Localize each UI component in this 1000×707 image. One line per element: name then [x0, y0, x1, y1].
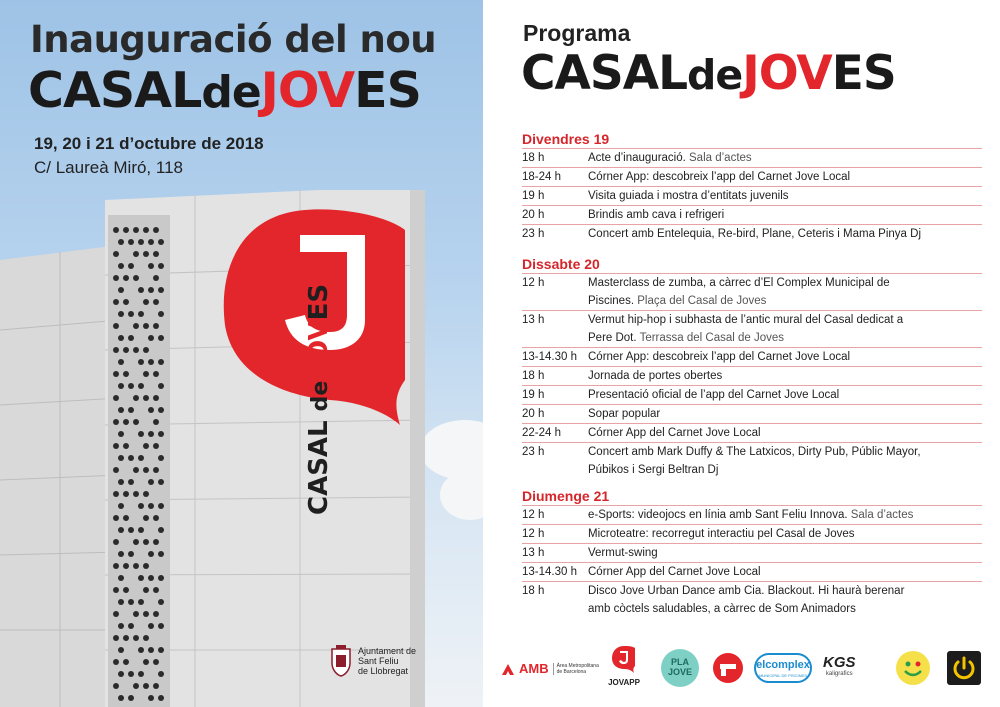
event-desc [588, 149, 982, 167]
event-time: 22-24 h [522, 427, 562, 439]
ajuntament-line1: Ajuntament de [358, 646, 417, 656]
event-text: Córner App: descobreix l’app del Carnet Jove Local [588, 351, 851, 363]
sponsor-logos [501, 645, 986, 693]
event-text: Córner App del Carnet Jove Local [588, 427, 761, 439]
program-heading: Programa [523, 20, 631, 46]
power-logo [947, 651, 981, 685]
event-time: 19 h [522, 389, 545, 401]
event-row [522, 167, 982, 186]
brand-casal: CASAL [521, 46, 688, 101]
event-text: Presentació oficial de l’app del Carnet Jove Local [588, 389, 840, 401]
event-row [522, 404, 982, 423]
event-row-continued [522, 600, 982, 618]
event-text: Vermut-swing [588, 547, 658, 559]
event-text: Vermut hip-hop i subhasta de l’antic mural del Casal dedicat a [588, 314, 904, 326]
elcomplex-logo [754, 653, 812, 683]
day-section [522, 255, 982, 479]
event-time: 13 h [522, 547, 545, 559]
revolver-logo [713, 653, 743, 683]
event-text: Córner App del Carnet Jove Local [588, 566, 761, 578]
amb-logo [501, 661, 599, 676]
sign-es: ES [304, 283, 334, 321]
event-text: Microteatre: recorregut interactiu pel Casal de Joves [588, 528, 855, 540]
ajuntament-logo [330, 645, 416, 677]
event-time: 18 h [522, 152, 545, 164]
event-row [522, 442, 982, 461]
event-row [522, 581, 982, 600]
event-location: Terrassa del Casal de Joves [639, 332, 785, 344]
sign-de: de [308, 380, 333, 412]
amb-subtitle [553, 663, 599, 675]
event-text: Concert amb Mark Duffy & The Latxicos, Dirty Pub, Públic Mayor, [588, 446, 921, 458]
event-text: Masterclass de zumba, a càrrec d’El Complex Municipal de [588, 277, 890, 289]
event-row-continued [522, 329, 982, 347]
event-desc [588, 506, 982, 524]
event-row-continued [522, 292, 982, 310]
event-time: 23 h [522, 446, 545, 458]
coat-of-arms-icon [330, 645, 352, 677]
event-time: 13-14.30 h [522, 566, 577, 578]
building-illustration [0, 190, 440, 707]
kgs-logo [823, 655, 856, 677]
brand-casal: CASAL [28, 62, 202, 119]
event-desc [588, 329, 982, 347]
amb-sub-line1: Àrea Metropolitana [556, 662, 599, 669]
kgs-text: KGS [823, 654, 856, 671]
event-text: Piscines. [588, 295, 635, 307]
event-time-blank [522, 461, 588, 479]
day-title: Diumenge 21 [522, 488, 610, 504]
event-text: Visita guiada i mostra d’entitats juvenils [588, 190, 789, 202]
event-text: Sopar popular [588, 408, 661, 420]
day-section [522, 487, 982, 618]
event-text: amb còctels saludables, a càrrec de Som Animadors [588, 603, 856, 615]
kgs-subtitle: kaligrafics [825, 671, 853, 677]
power-icon [947, 651, 981, 685]
event-text: Púbikos i Sergi Beltran Dj [588, 464, 719, 476]
event-desc [588, 292, 982, 310]
event-time: 18-24 h [522, 171, 562, 183]
program-brand-title [521, 46, 896, 101]
event-row [522, 524, 982, 543]
ajuntament-text [358, 646, 416, 676]
event-row [522, 186, 982, 205]
ajuntament-line3: de Llobregat [358, 666, 409, 676]
event-text: Jornada de portes obertes [588, 370, 723, 382]
event-time: 20 h [522, 209, 545, 221]
jovapp-j-icon [611, 645, 637, 675]
event-text: Concert amb Entelequia, Re-bird, Plane, Ceteris i Mama Pinya Dj [588, 228, 922, 240]
elcomplex-text: elcomplex [756, 659, 810, 671]
revolver-icon [713, 653, 743, 683]
event-location: Plaça del Casal de Joves [637, 295, 767, 307]
amb-sub-line2: de Barcelona [556, 668, 587, 675]
brand-jov: JOV [742, 46, 832, 101]
event-time: 23 h [522, 228, 545, 240]
day-section [522, 130, 982, 243]
event-row [522, 366, 982, 385]
smiley-logo [896, 651, 930, 685]
event-row [522, 148, 982, 167]
event-time-blank [522, 600, 588, 618]
event-time: 12 h [522, 528, 545, 540]
event-row [522, 505, 982, 524]
event-row [522, 310, 982, 329]
event-location: Sala d’actes [850, 509, 914, 521]
event-time: 18 h [522, 370, 545, 382]
event-row [522, 562, 982, 581]
smiley-face-icon [896, 651, 930, 685]
brand-de: de [687, 51, 743, 99]
pla-text: PLA [671, 657, 689, 667]
event-row [522, 205, 982, 224]
event-row [522, 423, 982, 442]
event-location: Sala d’actes [689, 152, 752, 164]
building-sign [304, 284, 334, 515]
brand-de: de [201, 67, 261, 118]
event-time-blank [522, 329, 588, 347]
event-time-blank [522, 292, 588, 310]
elcomplex-subtitle: MUNICIPAL DE PISCINES [759, 673, 807, 678]
event-row [522, 347, 982, 366]
amb-text: AMB [519, 661, 549, 676]
pla-jove-logo [661, 649, 699, 687]
brand-jov: JOV [260, 62, 355, 119]
jovapp-text: JOVAPP [608, 678, 640, 687]
event-row-continued [522, 461, 982, 479]
event-row [522, 543, 982, 562]
poster-dates: 19, 20 i 21 d’octubre de 2018 [34, 134, 264, 153]
event-text: Pere Dot. [588, 332, 637, 344]
event-time: 13-14.30 h [522, 351, 577, 363]
poster-title-line1: Inauguració del nou [30, 18, 437, 61]
program-panel [483, 0, 1000, 707]
brand-es: ES [831, 46, 896, 101]
event-time: 12 h [522, 509, 545, 521]
poster-left-panel [0, 0, 483, 707]
day-title: Dissabte 20 [522, 256, 600, 272]
brand-es: ES [354, 62, 421, 119]
amb-arrow-icon [501, 662, 515, 676]
event-time: 19 h [522, 190, 545, 202]
event-text: e-Sports: videojocs en línia amb Sant Feliu Innova. [588, 509, 848, 521]
event-time: 12 h [522, 277, 545, 289]
event-row [522, 224, 982, 243]
event-row [522, 385, 982, 404]
poster-brand-title [28, 62, 421, 119]
event-row [522, 273, 982, 292]
jovapp-logo [606, 645, 642, 687]
jove-text: JOVE [667, 667, 692, 677]
poster-address: C/ Laureà Miró, 118 [34, 158, 183, 177]
ajuntament-line2: Sant Feliu [358, 656, 399, 666]
event-text: Brindis amb cava i refrigeri [588, 209, 725, 221]
event-text: Córner App: descobreix l’app del Carnet Jove Local [588, 171, 851, 183]
event-text: Disco Jove Urban Dance amb Cia. Blackout. Hi haurà berenar [588, 585, 905, 597]
day-title: Divendres 19 [522, 131, 610, 147]
event-time: 20 h [522, 408, 545, 420]
event-time: 13 h [522, 314, 545, 326]
event-time: 18 h [522, 585, 545, 597]
sign-casal: CASAL [304, 420, 334, 515]
event-text: Acte d’inauguració. [588, 152, 686, 164]
sign-jov: JOV [304, 320, 334, 372]
